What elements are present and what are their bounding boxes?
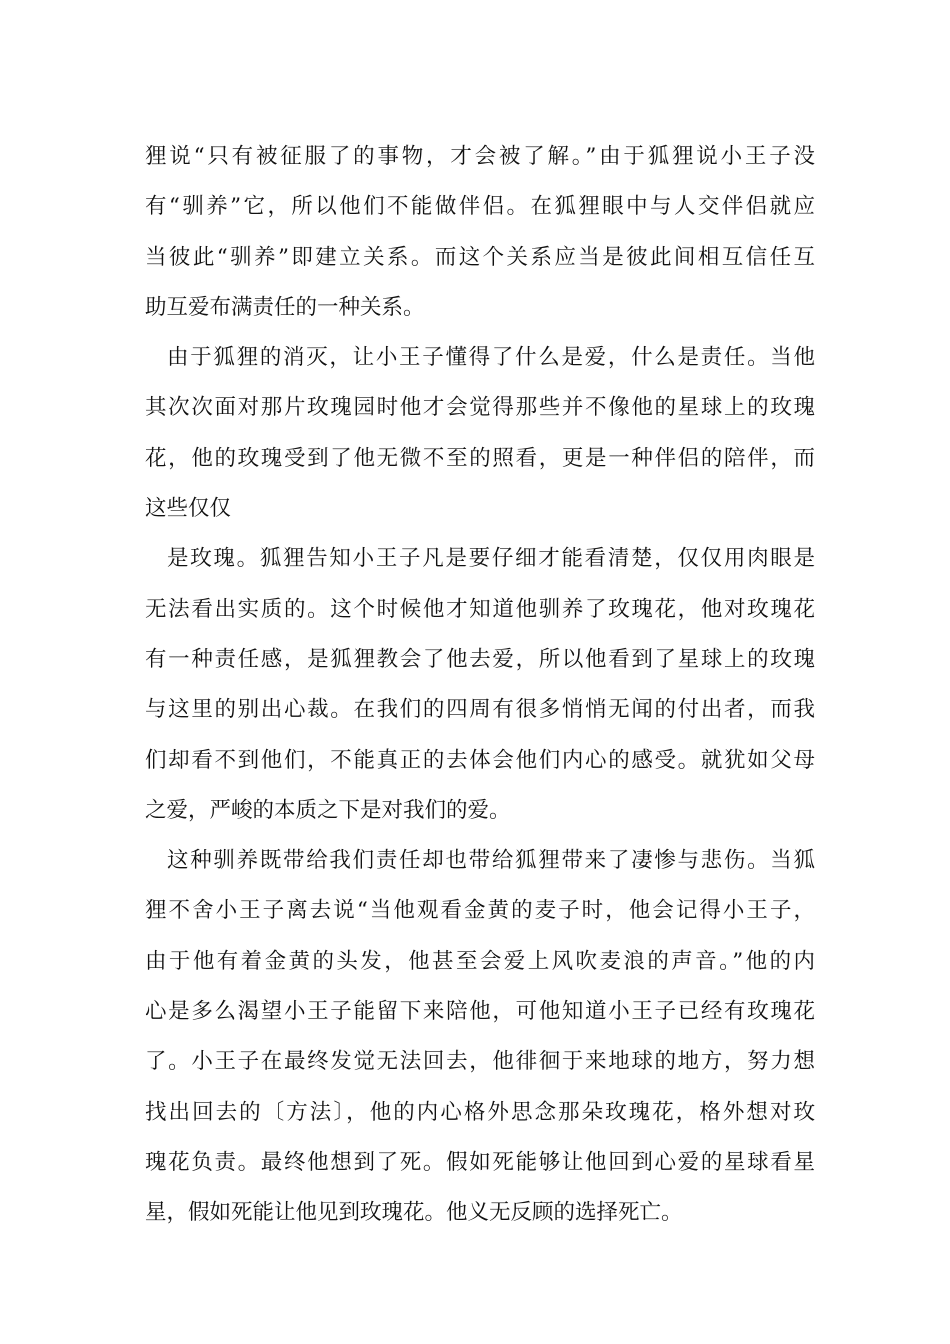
text-line: 们却看不到他们，不能真正的去体会他们内心的感受。就犹如父母 (145, 747, 815, 773)
text-line: 心是多么渴望小王子能留下来陪他，可他知道小王子已经有玫瑰花 (145, 999, 815, 1025)
text-line: 由于他有着金黄的头发，他甚至会爱上风吹麦浪的声音。”他的内 (145, 948, 815, 974)
text-line: 是玫瑰。狐狸告知小王子凡是要仔细才能看清楚，仅仅用肉眼是 (167, 546, 815, 572)
text-line: 其次次面对那片玫瑰园时他才会觉得那些并不像他的星球上的玫瑰 (145, 395, 815, 421)
text-line: 找出回去的〔方法〕，他的内心格外思念那朵玫瑰花，格外想对玫 (145, 1099, 815, 1125)
text-line: 瑰花负责。最终他想到了死。假如死能够让他回到心爱的星球看星 (145, 1149, 815, 1175)
text-line: 与这里的别出心裁。在我们的四周有很多悄悄无闻的付出者，而我 (145, 697, 815, 723)
text-line: 当彼此“驯养”即建立关系。而这个关系应当是彼此间相互信任互 (145, 244, 815, 270)
text-line: 有“驯养”它，所以他们不能做伴侣。在狐狸眼中与人交伴侣就应 (145, 194, 815, 220)
text-line: 狸说“只有被征服了的事物，才会被了解。”由于狐狸说小王子没 (145, 144, 815, 169)
text-line: 这些仅仅 (145, 496, 232, 522)
text-line: 有一种责任感，是狐狸教会了他去爱，所以他看到了星球上的玫瑰 (145, 646, 815, 672)
text-line: 之爱，严峻的本质之下是对我们的爱。 (145, 797, 511, 823)
text-line: 狸不舍小王子离去说“当他观看金黄的麦子时，他会记得小王子， (145, 898, 815, 924)
text-line: 由于狐狸的消灭，让小王子懂得了什么是爱，什么是责任。当他 (167, 345, 815, 371)
text-line: 星，假如死能让他见到玫瑰花。他义无反顾的选择死亡。 (145, 1200, 683, 1226)
text-line: 了。小王子在最终发觉无法回去，他徘徊于来地球的地方，努力想 (145, 1049, 815, 1075)
text-line: 花，他的玫瑰受到了他无微不至的照看，更是一种伴侣的陪伴，而 (145, 445, 815, 471)
text-line: 无法看出实质的。这个时候他才知道他驯养了玫瑰花，他对玫瑰花 (145, 596, 815, 622)
body-text (145, 132, 815, 1239)
text-line: 助互爱布满责任的一种关系。 (145, 294, 425, 320)
text-line: 这种驯养既带给我们责任却也带给狐狸带来了凄惨与悲伤。当狐 (167, 848, 815, 874)
